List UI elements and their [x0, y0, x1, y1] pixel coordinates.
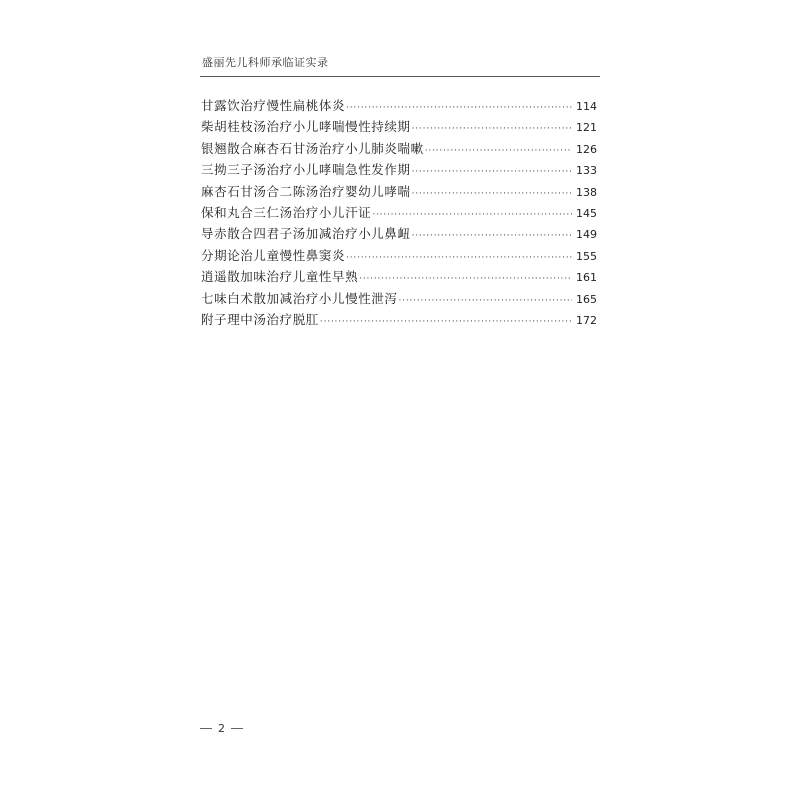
toc-entry-page: 126 [576, 142, 597, 156]
toc-entry-title: 银翘散合麻杏石甘汤治疗小儿肺炎喘嗽 [201, 140, 424, 156]
toc-dot-leader [359, 274, 572, 284]
toc-entry [201, 267, 597, 288]
toc-dot-leader [425, 146, 572, 156]
toc-entry-page: 155 [576, 249, 597, 263]
toc-dot-leader [412, 189, 572, 199]
toc-entry-title: 甘露饮治疗慢性扁桃体炎 [201, 98, 346, 113]
toc-entry [201, 289, 597, 310]
toc-entry-page: 121 [576, 121, 597, 135]
toc-dot-leader [412, 167, 572, 177]
toc-entry-page: 145 [576, 206, 597, 220]
toc-entry [201, 203, 597, 224]
toc-dot-leader [346, 253, 572, 263]
toc-entry-title: 保和丸合三仁汤治疗小儿汗证 [201, 204, 372, 220]
toc-dot-leader [412, 124, 572, 134]
toc-entry-page: 161 [576, 271, 597, 285]
table-of-contents [201, 96, 597, 331]
toc-entry-page: 165 [576, 292, 597, 306]
toc-entry [201, 139, 597, 160]
toc-entry-title: 三拗三子汤治疗小儿哮喘急性发作期 [201, 162, 411, 178]
running-head-title: 盛丽先儿科师承临证实录 [202, 56, 329, 69]
toc-entry-title: 附子理中汤治疗脱肛 [201, 311, 319, 327]
toc-entry-title: 导赤散合四君子汤加减治疗小儿鼻衄 [201, 226, 411, 242]
toc-entry [201, 182, 597, 203]
footer-dash-left [200, 728, 212, 729]
toc-entry-page: 138 [576, 185, 597, 199]
toc-entry-title: 逍遥散加味治疗儿童性早熟 [201, 269, 359, 285]
page-number: 2 [218, 722, 225, 735]
header-divider [200, 76, 600, 77]
footer-dash-right [231, 728, 243, 729]
toc-entry [201, 117, 597, 138]
page-footer [200, 722, 243, 735]
toc-entry [201, 310, 597, 331]
toc-entry-title: 分期论治儿童慢性鼻窦炎 [201, 247, 346, 263]
toc-entry-page: 149 [576, 228, 597, 242]
toc-dot-leader [412, 231, 572, 241]
toc-entry-title: 麻杏石甘汤合二陈汤治疗婴幼儿哮喘 [201, 183, 411, 199]
toc-entry-page: 114 [576, 100, 597, 113]
toc-entry-title: 柴胡桂枝汤治疗小儿哮喘慢性持续期 [201, 119, 411, 135]
toc-dot-leader [399, 296, 572, 306]
toc-entry-page: 133 [576, 164, 597, 178]
toc-entry-page: 172 [576, 313, 597, 327]
toc-entry [201, 246, 597, 267]
toc-dot-leader [320, 317, 572, 327]
toc-entry-title: 七味白术散加减治疗小儿慢性泄泻 [201, 290, 398, 306]
toc-entry [201, 96, 597, 117]
toc-dot-leader [372, 210, 572, 220]
toc-entry [201, 160, 597, 181]
toc-dot-leader [346, 103, 572, 113]
toc-entry [201, 224, 597, 245]
